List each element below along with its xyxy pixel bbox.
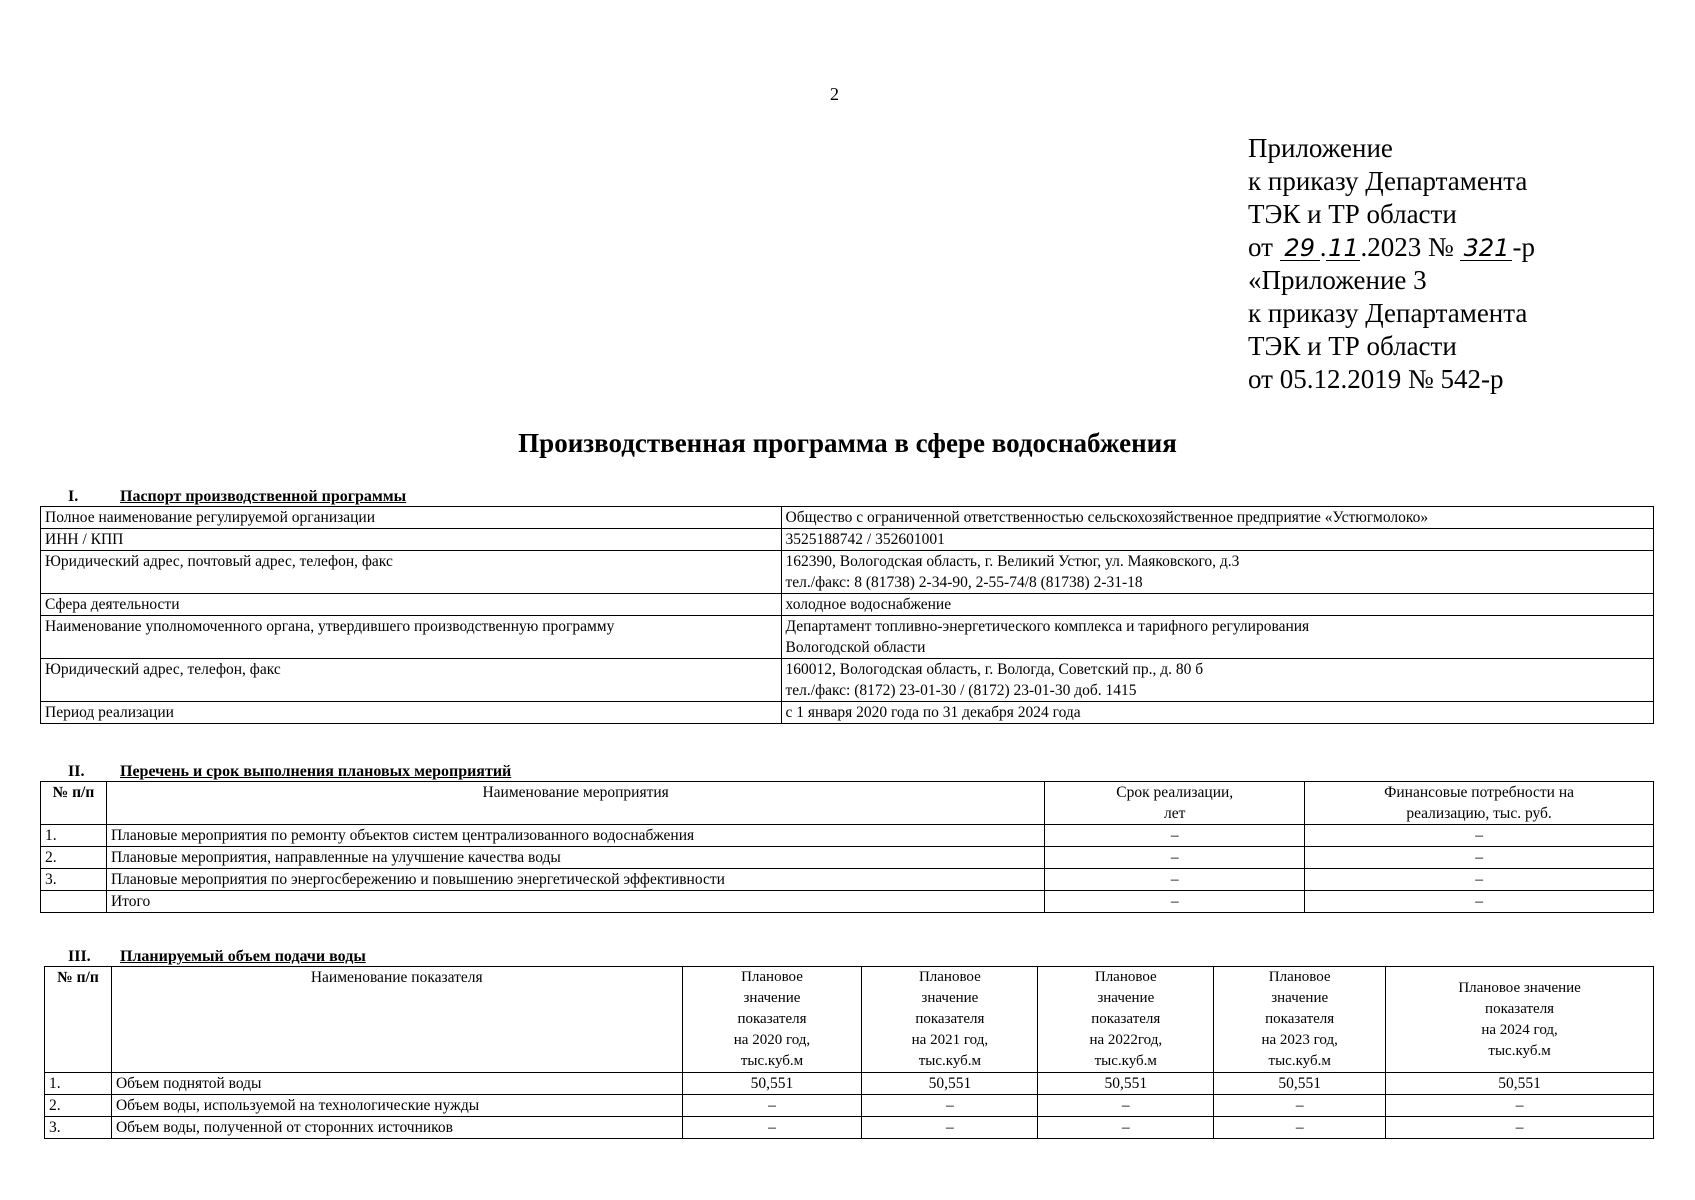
cell-finance: – (1305, 891, 1654, 913)
header-row (45, 967, 1654, 1073)
section-3-heading (68, 948, 366, 966)
cell-2020: – (682, 1095, 862, 1117)
table-row (41, 847, 1654, 869)
appendix-line: к приказу Департамента (1248, 298, 1528, 328)
cell-term: – (1045, 825, 1305, 847)
cell-2023: – (1214, 1095, 1386, 1117)
cell-finance: – (1305, 869, 1654, 891)
measures-table (40, 781, 1654, 913)
cell-name: Итого (106, 891, 1044, 913)
section-number: III. (68, 948, 91, 965)
row-value (781, 529, 1653, 551)
value-line: 162390, Вологодская область, г. Великий Устюг, ул. Маяковского, д.3 (785, 553, 1240, 570)
header-2024 (1386, 967, 1654, 1073)
header-line: на 2021 год, (911, 1032, 989, 1048)
header-finance (1305, 782, 1654, 825)
cell-name: Плановые мероприятия по ремонту объектов систем централизованного водоснабжения (106, 825, 1044, 847)
row-value (781, 507, 1653, 529)
date-prefix: от (1248, 232, 1273, 262)
value-line: тел./факс: 8 (81738) 2-34-90, 2-55-74/8 (81738) 2-31-18 (785, 574, 1143, 591)
cell-num: 3. (45, 1117, 112, 1139)
cell-num: 1. (41, 825, 107, 847)
appendix-line: ТЭК и ТР области (1248, 331, 1457, 361)
header-line: лет (1164, 805, 1186, 822)
cell-2024: – (1386, 1117, 1654, 1139)
handwritten-month: 11 (1328, 234, 1359, 262)
header-line: показателя (737, 1011, 807, 1027)
page-title: Производственная программа в сфере водоснабжения (518, 428, 1177, 458)
section-1-heading (68, 488, 406, 506)
table-row (41, 891, 1654, 913)
header-line: Плановое (918, 969, 981, 985)
row-label: Полное наименование регулируемой организации (41, 507, 782, 529)
row-label: Юридический адрес, телефон, факс (41, 659, 782, 702)
appendix-date-line (1248, 231, 1668, 264)
row-label: Наименование уполномоченного органа, утвердившего производственную программу (41, 616, 782, 659)
cell-term: – (1045, 891, 1305, 913)
header-name: Наименование показателя (111, 967, 682, 1073)
cell-2023: 50,551 (1214, 1073, 1386, 1095)
table-row (41, 659, 1654, 702)
header-line: реализацию, тыс. руб. (1406, 805, 1552, 822)
cell-2023: – (1214, 1117, 1386, 1139)
header-2023 (1214, 967, 1386, 1073)
section-number: II. (68, 763, 85, 780)
header-2022 (1038, 967, 1214, 1073)
header-line: показателя (1091, 1011, 1161, 1027)
value-line: тел./факс: (8172) 23-01-30 / (8172) 23-01-30 доб. 1415 (785, 682, 1137, 699)
cell-name: Объем воды, полученной от сторонних источников (111, 1117, 682, 1139)
header-line: значение (743, 990, 801, 1006)
water-volume-table (44, 966, 1654, 1139)
section-2-heading (68, 763, 511, 781)
row-value (781, 702, 1653, 724)
table-row (45, 1073, 1654, 1095)
cell-2021: – (862, 1117, 1038, 1139)
header-num: № п/п (41, 782, 107, 825)
header-line: на 2020 год, (733, 1032, 811, 1048)
row-value (781, 551, 1653, 594)
cell-name: Плановые мероприятия по энергосбережению и повышению энергетической эффективности (106, 869, 1044, 891)
appendix-line: «Приложение 3 (1248, 265, 1427, 295)
header-line: тыс.куб.м (1094, 1053, 1157, 1069)
page-number: 2 (830, 84, 839, 104)
header-line: значение (1271, 990, 1329, 1006)
header-line: Плановое (1268, 969, 1331, 985)
row-value (781, 594, 1653, 616)
table-row (41, 594, 1654, 616)
table-row (41, 702, 1654, 724)
header-line: тыс.куб.м (1488, 1042, 1551, 1059)
value-line: Департамент топливно-энергетического комплекса и тарифного регулирования (785, 618, 1310, 635)
cell-2020: 50,551 (682, 1073, 862, 1095)
cell-num: 2. (41, 847, 107, 869)
header-num: № п/п (45, 967, 112, 1073)
header-row (41, 782, 1654, 825)
appendix-line: к приказу Департамента (1248, 166, 1528, 196)
header-line: на 2023 год, (1261, 1032, 1338, 1048)
header-line: тыс.куб.м (740, 1053, 804, 1069)
cell-num: 1. (45, 1073, 112, 1095)
value-line: холодное водоснабжение (785, 596, 952, 613)
table-row (41, 551, 1654, 594)
header-line: значение (1097, 990, 1155, 1006)
header-line: Плановое (741, 969, 803, 985)
value-line: 3525188742 / 352601001 (785, 531, 945, 548)
header-line: показателя (1265, 1011, 1335, 1027)
header-line: Плановое значение (1458, 979, 1581, 996)
cell-2021: – (862, 1095, 1038, 1117)
appendix-line: Приложение (1248, 133, 1393, 163)
header-line: показателя (915, 1011, 985, 1027)
cell-num (41, 891, 107, 913)
cell-finance: – (1305, 847, 1654, 869)
header-line: тыс.куб.м (1268, 1053, 1331, 1069)
header-line: на 2022год, (1089, 1032, 1163, 1048)
row-label: Юридический адрес, почтовый адрес, телефон, факс (41, 551, 782, 594)
header-line: значение (921, 990, 979, 1006)
cell-2022: 50,551 (1038, 1073, 1214, 1095)
header-line: Срок реализации, (1116, 784, 1234, 801)
cell-2021: 50,551 (862, 1073, 1038, 1095)
value-line: с 1 января 2020 года по 31 декабря 2024 года (785, 704, 1081, 721)
handwritten-day: 29 (1280, 236, 1320, 261)
appendix-block (1248, 132, 1668, 396)
cell-2024: 50,551 (1386, 1073, 1654, 1095)
date-separator: . (1319, 232, 1327, 262)
cell-2024: – (1386, 1095, 1654, 1117)
header-line: Плановое (1094, 969, 1157, 985)
handwritten-order-number: 321 (1460, 236, 1512, 261)
header-name: Наименование мероприятия (106, 782, 1044, 825)
appendix-line: от 05.12.2019 № 542-р (1248, 364, 1504, 394)
cell-name: Объем воды, используемой на технологические нужды (111, 1095, 682, 1117)
header-line: на 2024 год, (1481, 1021, 1558, 1038)
header-2021 (862, 967, 1038, 1073)
section-number: I. (68, 488, 79, 505)
header-line: тыс.куб.м (918, 1053, 982, 1069)
cell-num: 3. (41, 869, 107, 891)
value-line: 160012, Вологодская область, г. Вологда, Советский пр., д. 80 б (785, 661, 1204, 678)
cell-name: Объем поднятой воды (111, 1073, 682, 1095)
cell-2022: – (1038, 1117, 1214, 1139)
cell-term: – (1045, 869, 1305, 891)
appendix-line: ТЭК и ТР области (1248, 199, 1457, 229)
table-row (41, 825, 1654, 847)
cell-2022: – (1038, 1095, 1214, 1117)
section-title: Перечень и срок выполнения плановых мероприятий (120, 763, 512, 780)
table-row (41, 507, 1654, 529)
value-line: Общество с ограниченной ответственностью сельскохозяйственное предприятие «Устюгмолоко» (785, 509, 1429, 526)
cell-term: – (1045, 847, 1305, 869)
table-row (41, 529, 1654, 551)
row-label: Сфера деятельности (41, 594, 782, 616)
row-value (781, 659, 1653, 702)
cell-2020: – (682, 1117, 862, 1139)
header-line: Финансовые потребности на (1384, 784, 1575, 801)
section-title: Паспорт производственной программы (120, 488, 407, 505)
row-label: ИНН / КПП (41, 529, 782, 551)
passport-table (40, 506, 1654, 724)
table-row (45, 1095, 1654, 1117)
order-suffix: -р (1512, 232, 1535, 262)
header-line: показателя (1485, 1000, 1555, 1017)
header-2020 (682, 967, 862, 1073)
section-title: Планируемый объем подачи воды (120, 948, 366, 965)
table-row (41, 616, 1654, 659)
date-year: .2023 № (1360, 232, 1454, 262)
header-term (1045, 782, 1305, 825)
cell-name: Плановые мероприятия, направленные на улучшение качества воды (106, 847, 1044, 869)
row-value (781, 616, 1653, 659)
cell-finance: – (1305, 825, 1654, 847)
table-row (41, 869, 1654, 891)
row-label: Период реализации (41, 702, 782, 724)
cell-num: 2. (45, 1095, 112, 1117)
table-row (45, 1117, 1654, 1139)
value-line: Вологодской области (785, 639, 926, 656)
